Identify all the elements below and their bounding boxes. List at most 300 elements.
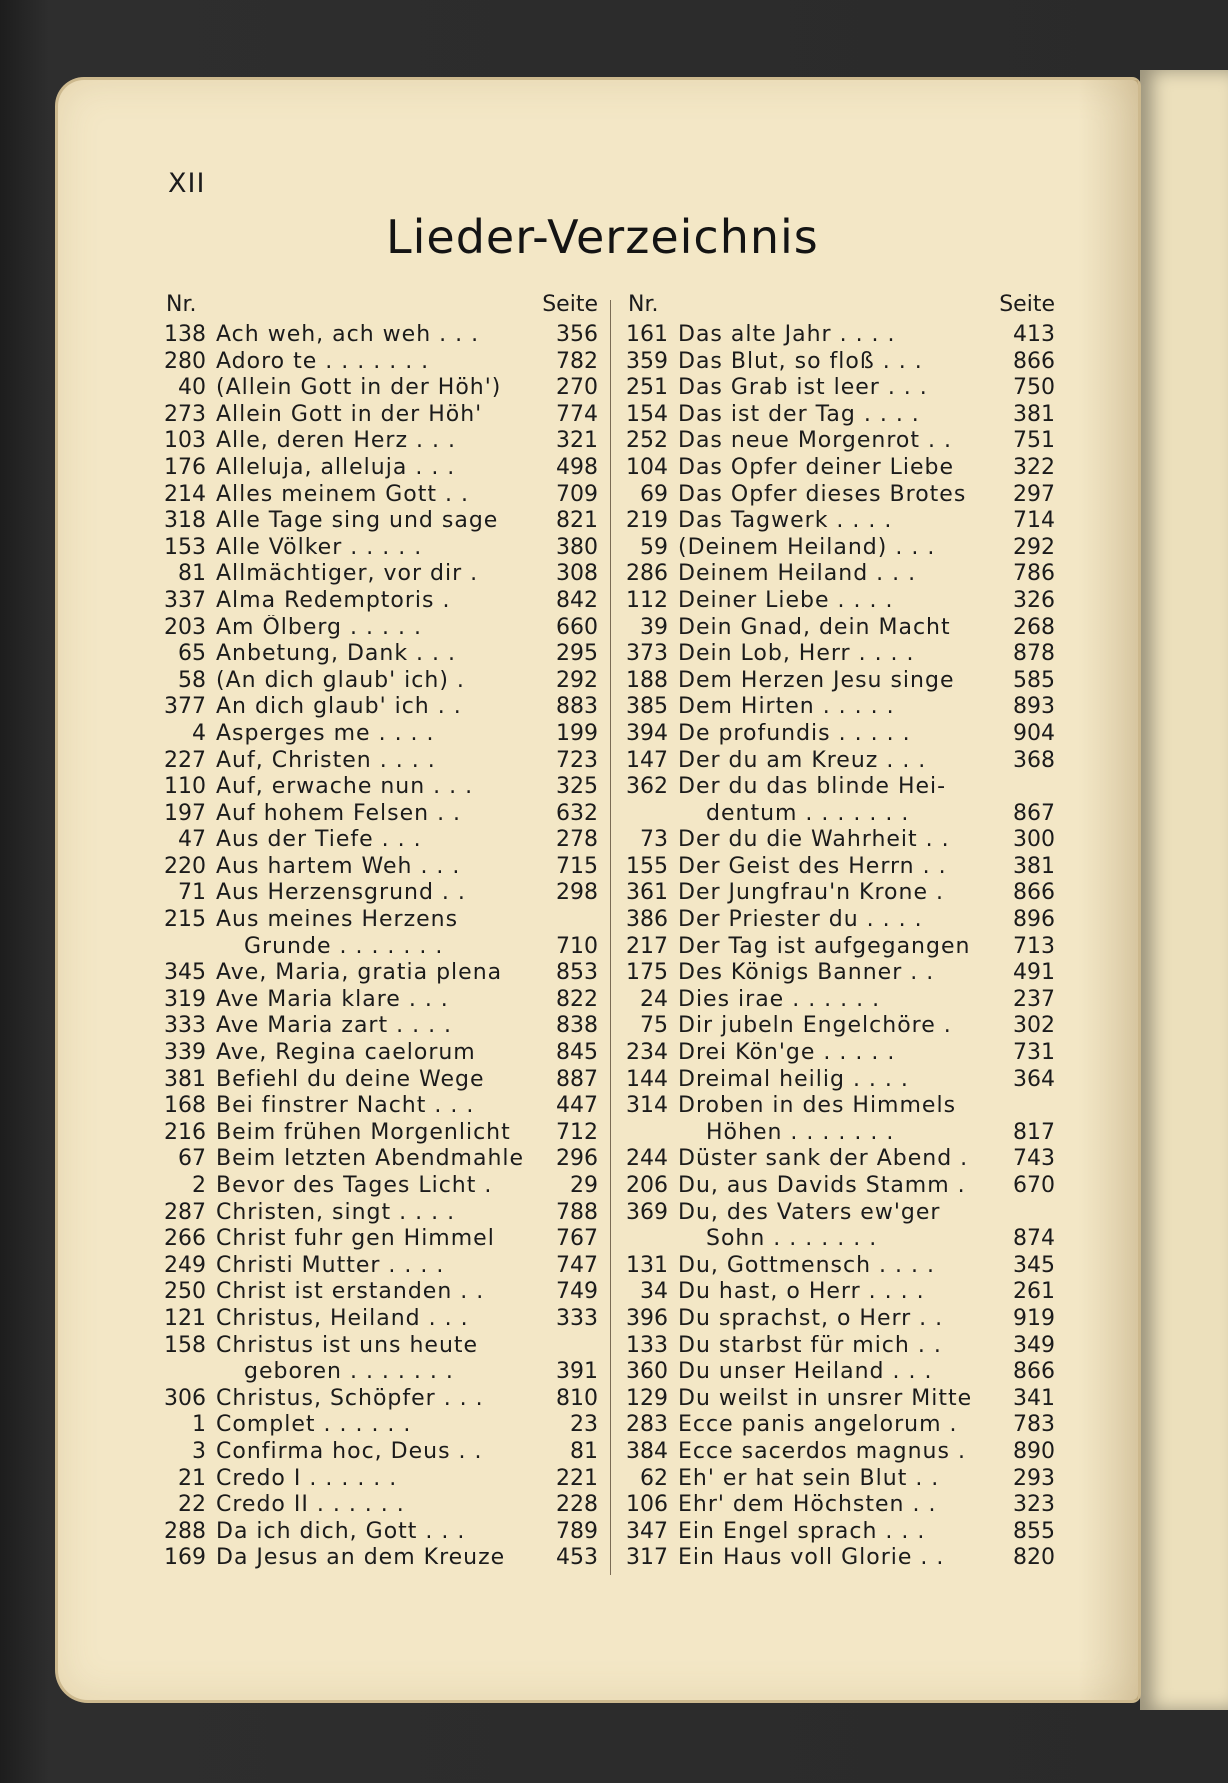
entry-number: 103: [164, 428, 206, 454]
index-entry: [620, 322, 1055, 349]
entry-page: 300: [1013, 827, 1055, 853]
entry-page: 29: [570, 1173, 598, 1198]
entry-title: Auf, Christen . . . .: [216, 747, 436, 773]
entry-page: 413: [1013, 322, 1055, 347]
index-entry: [158, 880, 598, 907]
index-entry: [620, 934, 1055, 961]
index-entry: [620, 1412, 1055, 1439]
entry-page: 810: [556, 1385, 598, 1411]
index-entry: [620, 615, 1055, 642]
entry-title: Das Opfer deiner Liebe: [678, 454, 955, 480]
index-entry: [620, 907, 1055, 934]
entry-page: 380: [556, 534, 598, 560]
entry-number: 168: [164, 1093, 206, 1119]
index-entry: [620, 1173, 1055, 1200]
entry-number: 266: [164, 1226, 206, 1252]
header-nr: Nr.: [166, 292, 197, 317]
entry-title: Auf, erwache nun . . .: [216, 774, 474, 800]
index-entry: [158, 615, 598, 642]
entry-page: 712: [556, 1119, 598, 1145]
index-entry: [158, 1253, 598, 1280]
index-entry: [620, 880, 1055, 907]
entry-page: 866: [1013, 1359, 1055, 1385]
entry-title: Du unser Heiland . . .: [678, 1359, 933, 1385]
index-entry: [620, 748, 1055, 775]
entry-number: 133: [626, 1332, 668, 1358]
entry-page: 296: [556, 1146, 598, 1172]
index-entry: [158, 322, 598, 349]
index-entry: [620, 1013, 1055, 1040]
entry-number: 47: [178, 827, 206, 853]
entry-number: 251: [626, 375, 668, 401]
entry-number: 217: [626, 933, 668, 959]
entry-page: 788: [556, 1199, 598, 1225]
index-entry: [158, 774, 598, 801]
index-entry: [620, 1200, 1055, 1227]
entry-title: Sohn . . . . . . .: [706, 1226, 878, 1252]
facing-page-edge: [1140, 70, 1228, 1710]
entry-title: Der du am Kreuz . . .: [678, 747, 927, 773]
entry-title: Adoro te . . . . . . .: [216, 348, 430, 374]
entry-title: Düster sank der Abend .: [678, 1146, 969, 1172]
entry-page: 749: [556, 1279, 598, 1305]
entry-page: 81: [570, 1438, 598, 1464]
index-entry: [158, 1306, 598, 1333]
entry-page: 447: [556, 1093, 598, 1119]
index-entry: [620, 1492, 1055, 1519]
index-entry: [158, 987, 598, 1014]
index-entry: [158, 375, 598, 402]
index-entry: [620, 1306, 1055, 1333]
index-entry: [158, 535, 598, 562]
entry-page: 302: [1013, 1013, 1055, 1039]
entry-number: 155: [626, 853, 668, 879]
index-entry: [158, 402, 598, 429]
entry-title: Alle Tage sing und sage: [216, 508, 499, 534]
entry-number: 73: [640, 827, 668, 853]
entry-page: 723: [556, 747, 598, 773]
index-entry: [620, 1093, 1055, 1120]
index-column-left: [158, 292, 598, 1572]
entry-page: 670: [1013, 1173, 1055, 1198]
entry-title: Dem Herzen Jesu singe: [678, 667, 955, 693]
entry-title: Ach weh, ach weh . . .: [216, 322, 480, 347]
entry-page: 867: [1013, 800, 1055, 826]
entry-title: Der Geist des Herrn . .: [678, 853, 947, 879]
entry-page: 221: [556, 1465, 598, 1491]
entry-page: 866: [1013, 348, 1055, 374]
index-entry: [158, 1146, 598, 1173]
entry-title: Auf hohem Felsen . .: [216, 800, 462, 826]
entry-page: 713: [1013, 933, 1055, 959]
entry-page: 710: [556, 933, 598, 959]
index-entry: [158, 1279, 598, 1306]
entry-number: 252: [626, 428, 668, 454]
entry-title: (Deinem Heiland) . . .: [678, 534, 936, 560]
entry-number: 188: [626, 667, 668, 693]
index-entry: [158, 1466, 598, 1493]
entry-title: Du weilst in unsrer Mitte: [678, 1385, 973, 1411]
entry-number: 280: [164, 348, 206, 374]
index-entry: [620, 402, 1055, 429]
entry-number: 71: [178, 880, 206, 906]
entry-page: 842: [556, 587, 598, 613]
entry-page: 747: [556, 1252, 598, 1278]
entry-title: Der du die Wahrheit . .: [678, 827, 950, 853]
entry-number: 22: [178, 1492, 206, 1518]
entry-title: Christ ist erstanden . .: [216, 1279, 485, 1305]
entry-number: 249: [164, 1252, 206, 1278]
index-entry: [158, 561, 598, 588]
index-entry: [158, 508, 598, 535]
entry-number: 176: [164, 454, 206, 480]
entry-title: geboren . . . . . . .: [244, 1359, 454, 1385]
entry-number: 3: [192, 1438, 206, 1464]
page-number: XII: [168, 168, 206, 199]
index-entry: [620, 1386, 1055, 1413]
entry-page: 893: [1013, 694, 1055, 720]
entry-number: 219: [626, 508, 668, 534]
entry-title: Complet . . . . . .: [216, 1412, 412, 1438]
entry-page: 820: [1013, 1545, 1055, 1571]
entry-page: 890: [1013, 1438, 1055, 1464]
entry-number: 129: [626, 1385, 668, 1411]
entry-page: 887: [556, 1066, 598, 1092]
entry-page: 855: [1013, 1518, 1055, 1544]
entry-title: Ecce panis angelorum .: [678, 1412, 958, 1438]
entry-number: 158: [164, 1332, 206, 1358]
entry-title: Alle Völker . . . . .: [216, 534, 423, 560]
index-entry: [158, 1359, 598, 1386]
entry-page: 391: [556, 1359, 598, 1385]
entry-page: 270: [556, 375, 598, 401]
entry-number: 24: [640, 986, 668, 1012]
entry-title: Deinem Heiland . . .: [678, 561, 917, 587]
entry-number: 339: [164, 1040, 206, 1066]
entry-title: Christ fuhr gen Himmel: [216, 1226, 495, 1252]
index-entry: [620, 428, 1055, 455]
entry-title: Alleluja, alleluja . . .: [216, 454, 456, 480]
index-entry: [158, 1226, 598, 1253]
entry-number: 154: [626, 401, 668, 427]
entry-title: De profundis . . . . .: [678, 720, 911, 746]
entry-number: 138: [164, 322, 206, 347]
entry-title: Eh' er hat sein Blut . .: [678, 1465, 940, 1491]
entry-page: 333: [556, 1305, 598, 1331]
entry-number: 1: [192, 1412, 206, 1438]
entry-title: Dreimal heilig . . . .: [678, 1066, 909, 1092]
index-entry: [158, 827, 598, 854]
index-entry: [620, 455, 1055, 482]
entry-page: 731: [1013, 1040, 1055, 1066]
entry-number: 62: [640, 1465, 668, 1491]
entry-title: Aus meines Herzens: [216, 907, 459, 933]
entry-title: Dein Lob, Herr . . . .: [678, 641, 915, 667]
entry-number: 110: [164, 774, 206, 800]
entry-page: 585: [1013, 667, 1055, 693]
entry-page: 838: [556, 1013, 598, 1039]
index-entry: [158, 1200, 598, 1227]
index-entry: [158, 1519, 598, 1546]
entry-title: Das Opfer dieses Brotes: [678, 481, 967, 507]
entry-title: (Allein Gott in der Höh'): [216, 375, 502, 401]
entry-title: Credo II . . . . . .: [216, 1492, 405, 1518]
index-entry: [158, 748, 598, 775]
entry-page: 783: [1013, 1412, 1055, 1438]
index-entry: [158, 1333, 598, 1360]
index-entry: [158, 1013, 598, 1040]
entry-number: 306: [164, 1385, 206, 1411]
entry-title: Credo I . . . . . .: [216, 1465, 398, 1491]
entry-number: 359: [626, 348, 668, 374]
index-entry: [620, 987, 1055, 1014]
entry-page: 660: [556, 614, 598, 640]
entry-number: 381: [164, 1066, 206, 1092]
header-seite: Seite: [999, 292, 1055, 317]
entry-title: Das alte Jahr . . . .: [678, 322, 896, 347]
entry-title: Anbetung, Dank . . .: [216, 641, 457, 667]
entry-title: Christi Mutter . . . .: [216, 1252, 445, 1278]
index-entry: [158, 428, 598, 455]
entry-number: 386: [626, 907, 668, 933]
entry-number: 121: [164, 1305, 206, 1331]
entry-number: 345: [164, 960, 206, 986]
entry-page: 326: [1013, 587, 1055, 613]
index-entry: [158, 694, 598, 721]
entry-number: 216: [164, 1119, 206, 1145]
entry-page: 817: [1013, 1119, 1055, 1145]
entry-number: 2: [192, 1173, 206, 1198]
entry-title: Aus Herzensgrund . .: [216, 880, 466, 906]
entry-page: 298: [556, 880, 598, 906]
entry-number: 220: [164, 853, 206, 879]
index-entry: [620, 482, 1055, 509]
entry-number: 360: [626, 1359, 668, 1385]
entry-number: 385: [626, 694, 668, 720]
entry-number: 314: [626, 1093, 668, 1119]
index-list: [158, 322, 598, 1572]
entry-title: Asperges me . . . .: [216, 720, 435, 746]
entry-number: 153: [164, 534, 206, 560]
column-header: [620, 292, 1055, 322]
entry-number: 337: [164, 587, 206, 613]
entry-page: 341: [1013, 1385, 1055, 1411]
index-entry: [620, 535, 1055, 562]
entry-title: Du, aus Davids Stamm .: [678, 1173, 966, 1198]
entry-title: dentum . . . . . . .: [706, 800, 910, 826]
entry-title: Ein Haus voll Glorie . .: [678, 1545, 945, 1571]
entry-number: 215: [164, 907, 206, 933]
entry-title: Grunde . . . . . . .: [244, 933, 444, 959]
entry-page: 293: [1013, 1465, 1055, 1491]
entry-number: 373: [626, 641, 668, 667]
index-entry: [620, 1226, 1055, 1253]
entry-page: 904: [1013, 720, 1055, 746]
index-entry: [620, 721, 1055, 748]
entry-page: 874: [1013, 1226, 1055, 1252]
index-entry: [620, 1359, 1055, 1386]
entry-title: Du starbst für mich . .: [678, 1332, 942, 1358]
index-entry: [620, 588, 1055, 615]
index-entry: [620, 827, 1055, 854]
index-entry: [158, 1093, 598, 1120]
entry-number: 362: [626, 774, 668, 800]
index-entry: [620, 1253, 1055, 1280]
entry-page: 751: [1013, 428, 1055, 454]
entry-page: 789: [556, 1518, 598, 1544]
index-entry: [620, 1067, 1055, 1094]
page-title: Lieder-Verzeichnis: [386, 210, 819, 264]
entry-number: 144: [626, 1066, 668, 1092]
header-seite: Seite: [542, 292, 598, 317]
entry-number: 34: [640, 1279, 668, 1305]
entry-page: 715: [556, 853, 598, 879]
entry-page: 297: [1013, 481, 1055, 507]
index-entry: [158, 1492, 598, 1519]
entry-number: 287: [164, 1199, 206, 1225]
entry-number: 65: [178, 641, 206, 667]
entry-page: 349: [1013, 1332, 1055, 1358]
entry-number: 227: [164, 747, 206, 773]
index-entry: [620, 801, 1055, 828]
index-entry: [158, 1067, 598, 1094]
entry-title: Confirma hoc, Deus . .: [216, 1438, 483, 1464]
entry-number: 81: [178, 561, 206, 587]
entry-title: Ave Maria zart . . . .: [216, 1013, 453, 1039]
index-entry: [620, 1466, 1055, 1493]
entry-page: 774: [556, 401, 598, 427]
entry-title: Ein Engel sprach . . .: [678, 1518, 926, 1544]
entry-title: Höhen . . . . . . .: [706, 1119, 895, 1145]
entry-page: 498: [556, 454, 598, 480]
entry-number: 39: [640, 614, 668, 640]
entry-number: 273: [164, 401, 206, 427]
entry-page: 23: [570, 1412, 598, 1438]
entry-number: 234: [626, 1040, 668, 1066]
entry-title: Ave Maria klare . . .: [216, 986, 449, 1012]
entry-number: 286: [626, 561, 668, 587]
entry-number: 104: [626, 454, 668, 480]
entry-number: 69: [640, 481, 668, 507]
entry-page: 199: [556, 720, 598, 746]
entry-number: 112: [626, 587, 668, 613]
entry-page: 709: [556, 481, 598, 507]
index-entry: [620, 1439, 1055, 1466]
entry-title: Beim letzten Abendmahle: [216, 1146, 525, 1172]
entry-title: Der Tag ist aufgegangen: [678, 933, 971, 959]
entry-number: 283: [626, 1412, 668, 1438]
entry-number: 377: [164, 694, 206, 720]
entry-title: Alles meinem Gott . .: [216, 481, 469, 507]
index-entry: [620, 1279, 1055, 1306]
entry-page: 878: [1013, 641, 1055, 667]
entry-page: 853: [556, 960, 598, 986]
entry-number: 131: [626, 1252, 668, 1278]
entry-page: 866: [1013, 880, 1055, 906]
entry-number: 59: [640, 534, 668, 560]
entry-page: 364: [1013, 1066, 1055, 1092]
entry-title: Der du das blinde Hei-: [678, 774, 947, 800]
entry-number: 21: [178, 1465, 206, 1491]
entry-number: 244: [626, 1146, 668, 1172]
entry-page: 845: [556, 1040, 598, 1066]
index-entry: [620, 960, 1055, 987]
entry-title: An dich glaub' ich . .: [216, 694, 462, 720]
entry-page: 292: [556, 667, 598, 693]
entry-number: 214: [164, 481, 206, 507]
entry-number: 40: [178, 375, 206, 401]
entry-number: 333: [164, 1013, 206, 1039]
index-entry: [620, 1040, 1055, 1067]
index-entry: [158, 1386, 598, 1413]
entry-title: Christus, Heiland . . .: [216, 1305, 469, 1331]
entry-page: 322: [1013, 454, 1055, 480]
entry-page: 750: [1013, 375, 1055, 401]
entry-title: Aus hartem Weh . . .: [216, 853, 461, 879]
entry-title: Alma Redemptoris .: [216, 587, 451, 613]
entry-title: Dies irae . . . . . .: [678, 986, 881, 1012]
column-divider: [610, 300, 611, 1575]
entry-page: 308: [556, 561, 598, 587]
index-entry: [158, 668, 598, 695]
entry-title: Aus der Tiefe . . .: [216, 827, 422, 853]
entry-number: 361: [626, 880, 668, 906]
entry-page: 714: [1013, 508, 1055, 534]
entry-title: Du hast, o Herr . . . .: [678, 1279, 925, 1305]
entry-number: 75: [640, 1013, 668, 1039]
entry-title: Da Jesus an dem Kreuze: [216, 1545, 506, 1571]
entry-page: 323: [1013, 1492, 1055, 1518]
entry-number: 58: [178, 667, 206, 693]
entry-number: 161: [626, 322, 668, 347]
entry-number: 319: [164, 986, 206, 1012]
index-entry: [158, 1173, 598, 1200]
index-entry: [620, 854, 1055, 881]
entry-title: Du, des Vaters ew'ger: [678, 1199, 941, 1225]
index-entry: [158, 1545, 598, 1572]
entry-number: 318: [164, 508, 206, 534]
index-entry: [158, 934, 598, 961]
entry-title: Bevor des Tages Licht .: [216, 1173, 493, 1198]
index-entry: [620, 1519, 1055, 1546]
entry-title: Ehr' dem Höchsten . .: [678, 1492, 937, 1518]
entry-title: Da ich dich, Gott . . .: [216, 1518, 466, 1544]
entry-number: 4: [192, 720, 206, 746]
index-entry: [620, 694, 1055, 721]
entry-title: Ave, Maria, gratia plena: [216, 960, 503, 986]
entry-number: 317: [626, 1545, 668, 1571]
entry-title: Christen, singt . . . .: [216, 1199, 456, 1225]
entry-page: 822: [556, 986, 598, 1012]
index-entry: [158, 1439, 598, 1466]
entry-number: 250: [164, 1279, 206, 1305]
entry-title: (An dich glaub' ich) .: [216, 667, 465, 693]
entry-number: 394: [626, 720, 668, 746]
entry-number: 288: [164, 1518, 206, 1544]
entry-page: 295: [556, 641, 598, 667]
entry-number: 203: [164, 614, 206, 640]
entry-page: 786: [1013, 561, 1055, 587]
entry-page: 381: [1013, 853, 1055, 879]
entry-page: 325: [556, 774, 598, 800]
entry-title: Dein Gnad, dein Macht: [678, 614, 951, 640]
entry-title: Das ist der Tag . . . .: [678, 401, 920, 427]
entry-page: 381: [1013, 401, 1055, 427]
index-entry: [158, 907, 598, 934]
index-list: [620, 322, 1055, 1572]
index-entry: [620, 1545, 1055, 1572]
entry-page: 345: [1013, 1252, 1055, 1278]
